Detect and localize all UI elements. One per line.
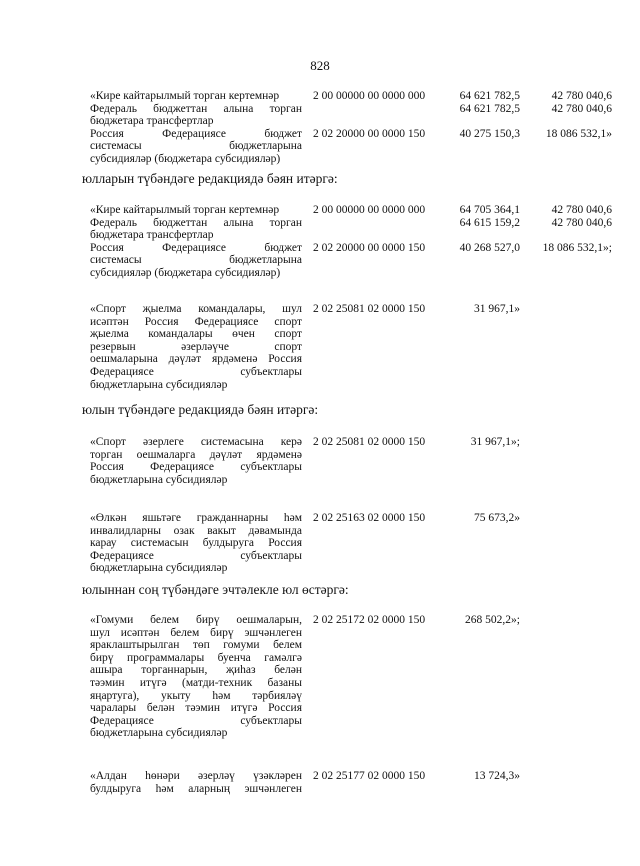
row-description: «Кире кайтарылмый торган кертемнәр — [90, 90, 280, 102]
table-row — [0, 770, 640, 795]
amount-1: 64 705 364,1 — [459, 204, 520, 216]
budget-code: 2 02 25172 02 0000 150 — [313, 614, 426, 626]
amount-2: 42 780 040,6 — [551, 216, 612, 229]
table-row — [0, 242, 640, 280]
row-description: Федераль бюджеттан алына торган бюджетара трансфертлар — [90, 102, 302, 128]
table-row — [0, 614, 640, 740]
table-block-old — [0, 90, 640, 166]
page-number: 828 — [310, 58, 330, 73]
row-description: Россия Федерациясе бюджет системасы бюджетларына субсидияләр (бюджетара субсидияләр) — [90, 127, 302, 165]
budget-code: 2 00 00000 00 0000 000 — [313, 204, 426, 216]
amount-1: 75 673,2» — [474, 512, 520, 524]
row-description: Федераль бюджеттан алына торган бюджетара трансфертлар — [90, 216, 302, 242]
table-row — [0, 217, 640, 242]
row-description: «Спорт җыелма командалары, шул исәптән Россия Федерациясе спорт җыелма командалары өчен спорт резервын әзерләүче спорт оешмаларына дәүләт ярдәменә Россия Федерациясе субъектлары бюджетларына субсидияләр — [90, 303, 302, 391]
instruction-text: юлларын түбәндәге редакциядә бәян итәргә: — [82, 171, 338, 186]
row-description: «Алдан һөнәри әзерләү үзәкләрен булдыруга һәм аларның эшчәнлеген — [90, 770, 302, 795]
amount-2: 42 780 040,6 — [551, 204, 612, 216]
budget-code: 2 02 25163 02 0000 150 — [313, 512, 426, 524]
budget-code: 2 02 25081 02 0000 150 — [313, 436, 426, 448]
amount-1: 40 268 527,0 — [459, 241, 520, 254]
amount-1: 40 275 150,3 — [459, 127, 520, 140]
budget-code: 2 02 20000 00 0000 150 — [313, 127, 426, 140]
instruction-text: юлыннан соң түбәндәге эчтәлекле юл өстәргә: — [82, 582, 349, 597]
budget-code: 2 02 20000 00 0000 150 — [313, 241, 426, 254]
amount-2: 42 780 040,6 — [551, 90, 612, 102]
instruction-text: юлын түбәндәге редакциядә бәян итәргә: — [82, 402, 319, 417]
table-block-prof-training — [0, 770, 640, 795]
table-row — [0, 204, 640, 217]
table-row — [0, 90, 640, 103]
table-row — [0, 128, 640, 166]
budget-code: 2 02 25081 02 0000 150 — [313, 303, 426, 315]
table-row — [0, 303, 640, 391]
table-block-sport-new — [0, 436, 640, 486]
amount-1: 13 724,3» — [474, 770, 520, 782]
amount-2: 18 086 532,1» — [545, 127, 612, 140]
table-row — [0, 436, 640, 486]
amount-1: 64 615 159,2 — [459, 216, 520, 229]
table-block-elderly — [0, 512, 640, 575]
table-block-education — [0, 614, 640, 740]
table-block-sport-old — [0, 303, 640, 391]
row-description: «Спорт әзерлеге системасына керә торган оешмаларга дәүләт ярдәменә Россия Федерациясе субъектлары бюджетларына субсидияләр — [90, 436, 302, 486]
budget-code: 2 02 25177 02 0000 150 — [313, 770, 426, 782]
amount-1: 31 967,1» — [474, 303, 520, 315]
budget-code: 2 00 00000 00 0000 000 — [313, 90, 426, 102]
amount-2: 42 780 040,6 — [551, 102, 612, 115]
amount-1: 64 621 782,5 — [459, 102, 520, 115]
row-description: «Гомуми белем бирү оешмаларын, шул исәптән белем бирү эшчәнлеген яраклаштырылган төп гомуми белем бирү программалары буенча гамәлгә ашыра торганнарын, җиһаз белән тәэмин итүгә (матди-техник базаны яңартуга), укыту һәм тәрбияләү чаралары белән тәэмин итүгә Россия Федерациясе субъектлары бюджетларына субсидияләр — [90, 614, 302, 740]
table-row — [0, 512, 640, 575]
amount-2: 18 086 532,1»; — [542, 241, 612, 254]
row-description: Россия Федерациясе бюджет системасы бюджетларына субсидияләр (бюджетара субсидияләр) — [90, 241, 302, 279]
row-description: «Кире кайтарылмый торган кертемнәр — [90, 204, 280, 216]
table-row — [0, 103, 640, 128]
amount-1: 64 621 782,5 — [459, 90, 520, 102]
table-block-new — [0, 204, 640, 280]
amount-1: 268 502,2»; — [465, 614, 520, 626]
amount-1: 31 967,1»; — [470, 436, 520, 448]
row-description: «Өлкән яшьтәге гражданнарны һәм инвалидларны озак вакыт дәвамында карау системасын булдыруга Россия Федерациясе субъектлары бюджетларына субсидияләр — [90, 512, 302, 575]
